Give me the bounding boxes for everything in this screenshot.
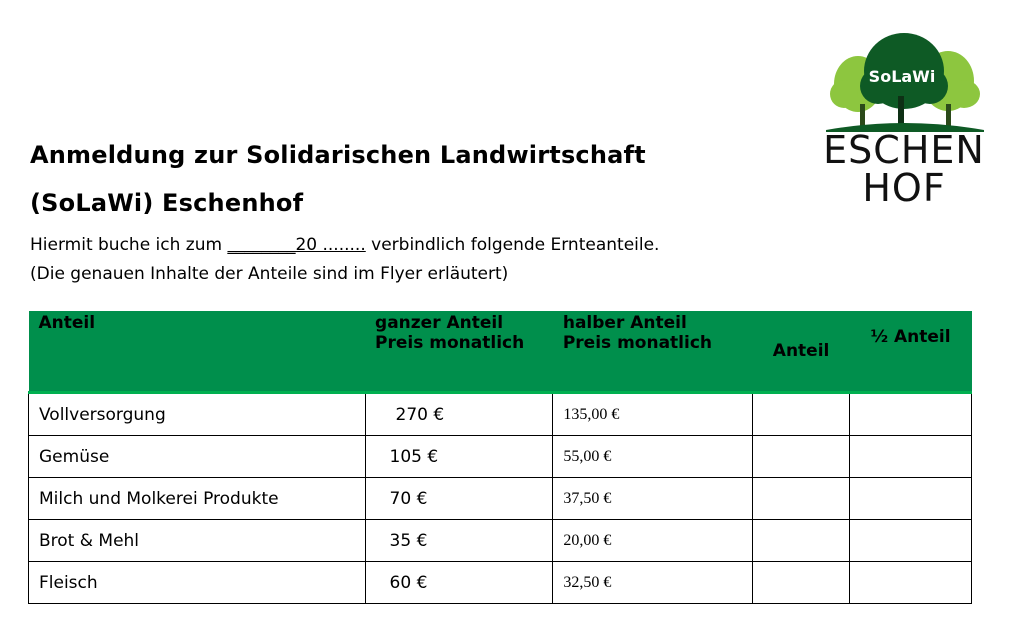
start-date-field[interactable]: ________20 ........	[227, 235, 366, 255]
eschenhof-logo	[806, 26, 1002, 210]
full-price: 270 €	[365, 393, 553, 436]
column-header-share: Anteil	[29, 311, 366, 393]
half-price: 135,00 €	[553, 393, 753, 436]
flyer-note: (Die genauen Inhalte der Anteile sind im Flyer erläutert)	[30, 264, 509, 284]
full-qty-cell[interactable]	[753, 478, 850, 520]
table-row	[29, 478, 972, 520]
half-qty-cell[interactable]	[850, 393, 972, 436]
full-price: 105 €	[365, 436, 553, 478]
half-qty-cell[interactable]	[850, 478, 972, 520]
full-price: 60 €	[365, 562, 553, 604]
share-name: Fleisch	[29, 562, 366, 604]
intro-suffix: verbindlich folgende Ernteanteile.	[365, 235, 660, 255]
table-header-row	[29, 311, 972, 393]
half-qty-cell[interactable]	[850, 520, 972, 562]
page-title-line-1: Anmeldung zur Solidarischen Landwirtschaft	[30, 141, 646, 169]
full-qty-cell[interactable]	[753, 520, 850, 562]
logo-word-hof: HOF	[862, 166, 946, 210]
half-price: 32,50 €	[553, 562, 753, 604]
full-qty-cell[interactable]	[753, 562, 850, 604]
share-name: Vollversorgung	[29, 393, 366, 436]
intro-sentence	[30, 235, 659, 255]
intro-prefix: Hiermit buche ich zum	[30, 235, 228, 255]
full-price: 70 €	[365, 478, 553, 520]
share-name: Milch und Molkerei Produkte	[29, 478, 366, 520]
page-title-line-2: (SoLaWi) Eschenhof	[30, 189, 304, 217]
column-header-full-price: ganzer Anteil Preis monatlich	[365, 311, 553, 393]
column-header-full-qty: Anteil	[753, 311, 850, 393]
table-row	[29, 520, 972, 562]
shares-table	[28, 311, 972, 604]
logo-badge-text: SoLaWi	[868, 67, 936, 86]
table-row	[29, 562, 972, 604]
table-row	[29, 436, 972, 478]
full-price: 35 €	[365, 520, 553, 562]
logo-word-eschen: ESCHEN	[823, 128, 985, 172]
tree-logo-icon	[806, 26, 1002, 136]
share-name: Gemüse	[29, 436, 366, 478]
full-qty-cell[interactable]	[753, 393, 850, 436]
full-qty-cell[interactable]	[753, 436, 850, 478]
table-row	[29, 393, 972, 436]
column-header-half-qty: ½ Anteil	[850, 311, 972, 393]
half-price: 20,00 €	[553, 520, 753, 562]
half-price: 37,50 €	[553, 478, 753, 520]
share-name: Brot & Mehl	[29, 520, 366, 562]
half-qty-cell[interactable]	[850, 436, 972, 478]
half-price: 55,00 €	[553, 436, 753, 478]
half-qty-cell[interactable]	[850, 562, 972, 604]
column-header-half-price: halber Anteil Preis monatlich	[553, 311, 753, 393]
